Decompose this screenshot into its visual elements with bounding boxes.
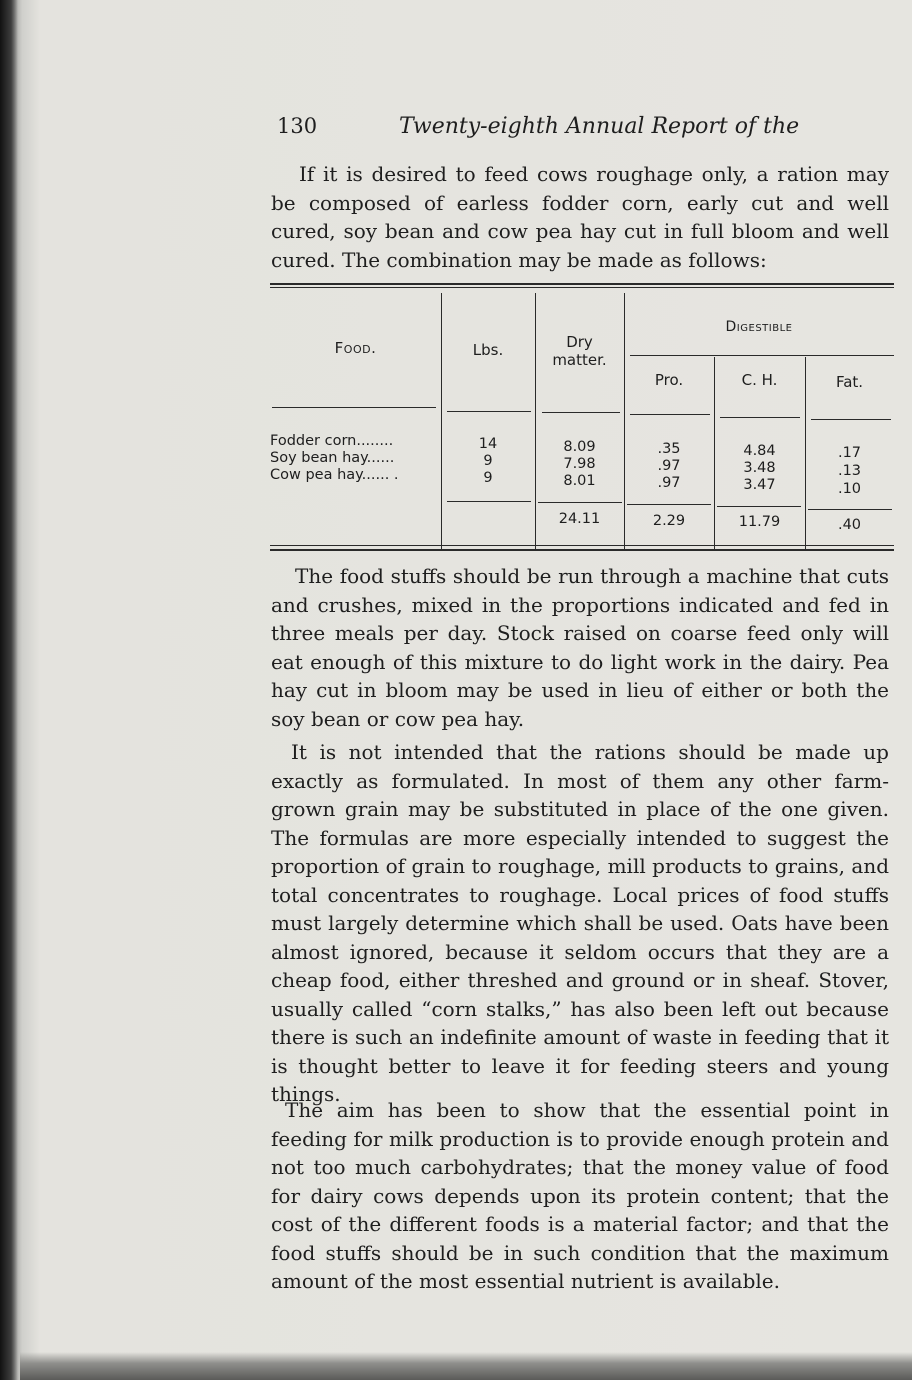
header-pro: Pro. bbox=[654, 371, 684, 389]
table-row-label: Soy bean hay...... bbox=[270, 450, 395, 466]
table-bottom-rule-thin bbox=[270, 545, 894, 546]
table-total-ch: 11.79 bbox=[738, 514, 781, 530]
header-underline bbox=[272, 407, 436, 408]
header-fat: Fat. bbox=[835, 373, 864, 391]
table-cell-fat: .13 bbox=[837, 463, 862, 479]
table-cell-dry: 8.01 bbox=[563, 473, 596, 489]
paragraph-aim: The aim has been to show that the essential point in feeding for milk production is to provide enough protein and not too much carbohydrates; that the money value of food for dairy cows depends upon its protein content; that the cost of the different foods is a material factor; and that the food stuffs should be in such condition that the maximum amount of the most essential nutrient is available. bbox=[271, 1098, 889, 1293]
paragraph-rations: It is not intended that the rations should be made up exactly as formulated. In most of them any other farm-grown grain may be substituted in place of the one given. The formulas are more especially intended to suggest the proportion of grain to roughage, mill products to grains, and total concentrates to roughage. Local prices of food stuffs must largely determine which shall be used. Oats have been almost ignored, because it seldom occurs that they are a cheap food, either threshed and ground or in sheaf. Stover, usually called “corn stalks,” has also been left out because there is such an indefinite amount of waste in feeding that it is thought better to leave it for feeding steers and young things. bbox=[271, 740, 889, 1106]
header-underline bbox=[811, 419, 891, 420]
digestible-underline bbox=[630, 355, 894, 356]
column-divider bbox=[441, 293, 442, 549]
header-underline bbox=[447, 411, 531, 412]
header-underline bbox=[542, 412, 620, 413]
header-underline bbox=[720, 417, 800, 418]
totals-rule bbox=[447, 501, 531, 502]
table-cell-fat: .10 bbox=[837, 481, 862, 497]
totals-rule bbox=[717, 506, 801, 507]
header-matter: matter. bbox=[552, 351, 607, 369]
table-total-dry: 24.11 bbox=[558, 511, 601, 527]
header-food: Food. bbox=[334, 339, 377, 357]
table-cell-lbs: 14 bbox=[478, 436, 498, 452]
header-lbs: Lbs. bbox=[472, 341, 504, 359]
ration-table bbox=[270, 283, 894, 553]
totals-rule bbox=[627, 504, 711, 505]
header-dry: Dry bbox=[566, 333, 593, 351]
header-ch: C. H. bbox=[741, 371, 778, 389]
binding-shadow bbox=[0, 0, 18, 1380]
table-cell-pro: .97 bbox=[657, 475, 681, 491]
table-cell-ch: 4.84 bbox=[743, 443, 776, 459]
page-bottom-edge bbox=[20, 1352, 912, 1380]
table-cell-ch: 3.47 bbox=[743, 477, 776, 493]
totals-rule bbox=[538, 502, 622, 503]
table-cell-lbs: 9 bbox=[483, 470, 493, 486]
table-total-fat: .40 bbox=[837, 517, 862, 533]
running-head: Twenty-eighth Annual Report of the bbox=[399, 114, 800, 139]
paragraph-intro: If it is desired to feed cows roughage only, a ration may be composed of earless fodder corn, early cut and well cured, soy bean and cow pea hay cut in full bloom and well cured. The combination may be made as follows: bbox=[271, 162, 889, 272]
table-row-label: Cow pea hay...... . bbox=[270, 467, 399, 483]
table-total-pro: 2.29 bbox=[652, 513, 686, 529]
table-cell-dry: 7.98 bbox=[563, 456, 596, 472]
table-top-rule-thin bbox=[270, 287, 894, 288]
table-cell-pro: .35 bbox=[657, 441, 681, 457]
table-cell-dry: 8.09 bbox=[563, 439, 596, 455]
page-header bbox=[277, 110, 887, 150]
table-cell-ch: 3.48 bbox=[743, 460, 776, 476]
table-bottom-rule bbox=[270, 549, 894, 551]
table-cell-lbs: 9 bbox=[483, 453, 493, 469]
paragraph-preparation: The food stuffs should be run through a machine that cuts and crushes, mixed in the proportions indicated and fed in three meals per day. Stock raised on coarse feed only will eat enough of this mixture to do light work in the dairy. Pea hay cut in bloom may be used in lieu of either or both the soy bean or cow pea hay. bbox=[271, 564, 889, 731]
totals-rule bbox=[808, 509, 892, 510]
header-digestible: Digestible bbox=[725, 319, 793, 335]
table-row-label: Fodder corn........ bbox=[270, 433, 394, 449]
header-underline bbox=[630, 414, 710, 415]
table-cell-pro: .97 bbox=[657, 458, 681, 474]
table-top-rule bbox=[270, 283, 894, 285]
page-number: 130 bbox=[277, 114, 318, 138]
table-cell-fat: .17 bbox=[837, 445, 862, 461]
